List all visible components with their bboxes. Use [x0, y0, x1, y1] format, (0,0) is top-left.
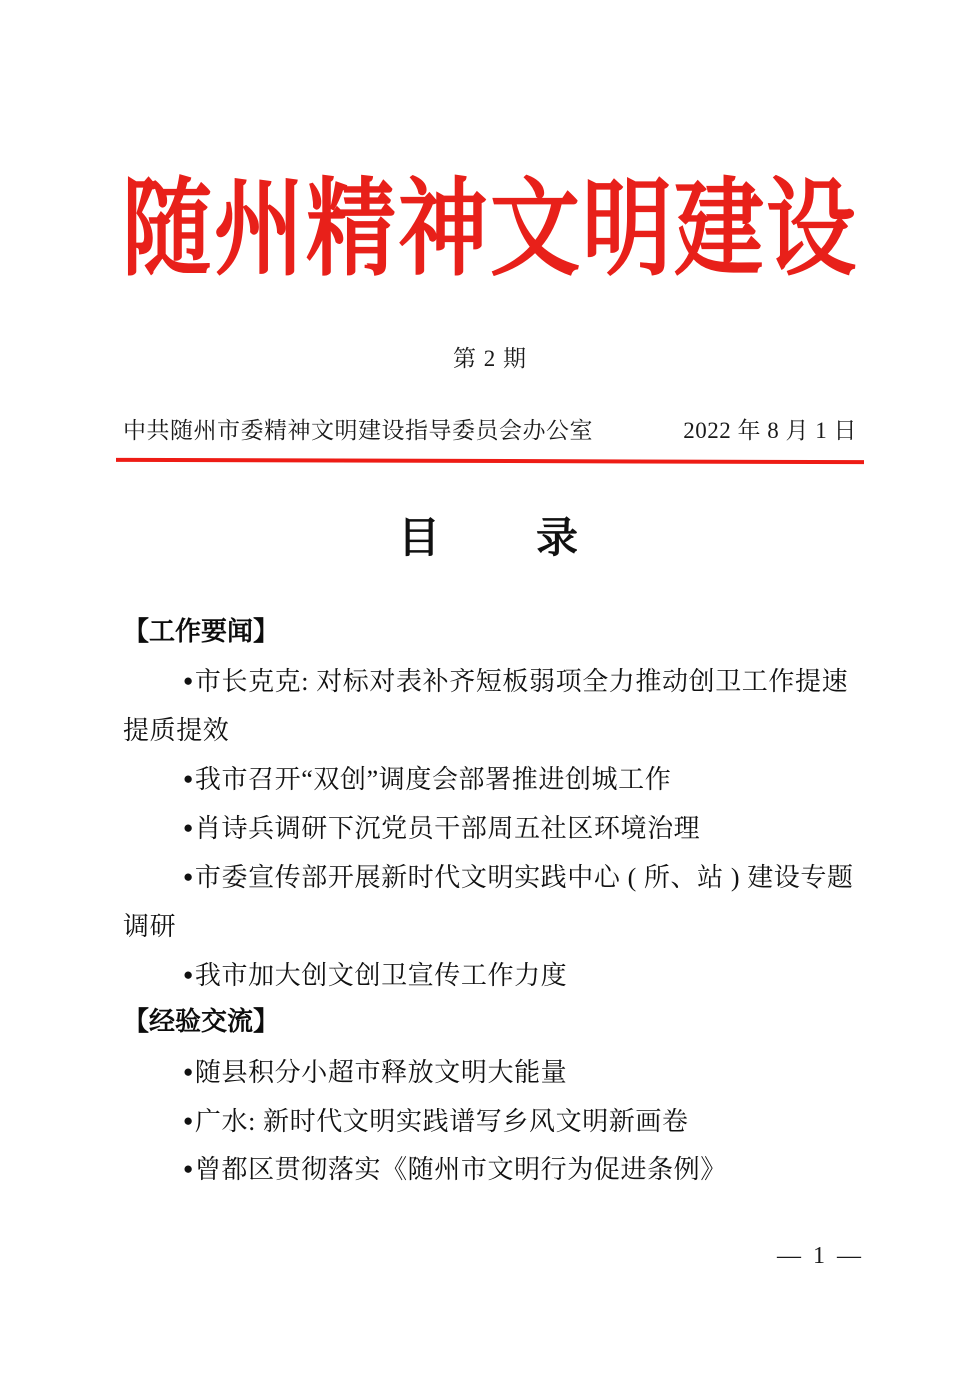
- toc-entry[interactable]: [123, 658, 865, 756]
- bullet-icon: ●: [183, 1159, 194, 1179]
- toc-entry[interactable]: [123, 1146, 865, 1195]
- bullet-icon: ●: [183, 866, 194, 886]
- toc-entry[interactable]: [123, 854, 865, 952]
- table-of-contents: [123, 612, 865, 1197]
- issue-number: 第 2 期: [453, 346, 527, 371]
- bullet-icon: ●: [183, 817, 194, 837]
- toc-section-heading: 【经验交流】: [123, 1007, 280, 1038]
- toc-entry[interactable]: [123, 805, 865, 854]
- toc-entry-label: 肖诗兵调研下沉党员干部周五社区环境治理: [194, 813, 701, 843]
- page-number: — 1 —: [777, 1243, 864, 1269]
- bullet-icon: ●: [183, 769, 194, 789]
- toc-entry-label: 曾都区贯彻落实《随州市文明行为促进条例》: [194, 1155, 727, 1185]
- table-of-contents-title: 目 录: [397, 516, 582, 562]
- toc-entry-label: 市委宣传部开展新时代文明实践中心 ( 所、站 ) 建设专题调研: [123, 862, 854, 941]
- bullet-icon: ●: [183, 1061, 194, 1081]
- toc-entry[interactable]: [123, 1098, 865, 1147]
- bullet-icon: ●: [183, 671, 194, 691]
- toc-entry[interactable]: [123, 952, 865, 1001]
- toc-entry-label: 市长克克: 对标对表补齐短板弱项全力推动创卫工作提速提质提效: [123, 667, 849, 746]
- masthead-title: 随州精神文明建设: [122, 172, 858, 290]
- imprint-row: [123, 412, 857, 445]
- toc-section: [123, 1002, 865, 1195]
- toc-entry[interactable]: [123, 1049, 865, 1098]
- toc-entry-label: 广水: 新时代文明实践谱写乡风文明新画卷: [194, 1106, 689, 1136]
- publication-date: 2022 年 8 月 1 日: [683, 418, 857, 443]
- toc-entry-label: 我市召开“双创”调度会部署推进创城工作: [194, 765, 672, 795]
- toc-entry-label: 我市加大创文创卫宣传工作力度: [194, 960, 568, 990]
- toc-section-heading: 【工作要闻】: [123, 617, 280, 647]
- red-divider-rule: [116, 458, 864, 464]
- toc-entry-label: 随县积分小超市释放文明大能量: [194, 1057, 568, 1087]
- toc-entry[interactable]: [123, 756, 865, 805]
- bullet-icon: ●: [183, 1110, 194, 1130]
- bullet-icon: ●: [183, 964, 194, 984]
- toc-section: [123, 612, 865, 1000]
- publisher-name: 中共随州市委精神文明建设指导委员会办公室: [123, 418, 593, 443]
